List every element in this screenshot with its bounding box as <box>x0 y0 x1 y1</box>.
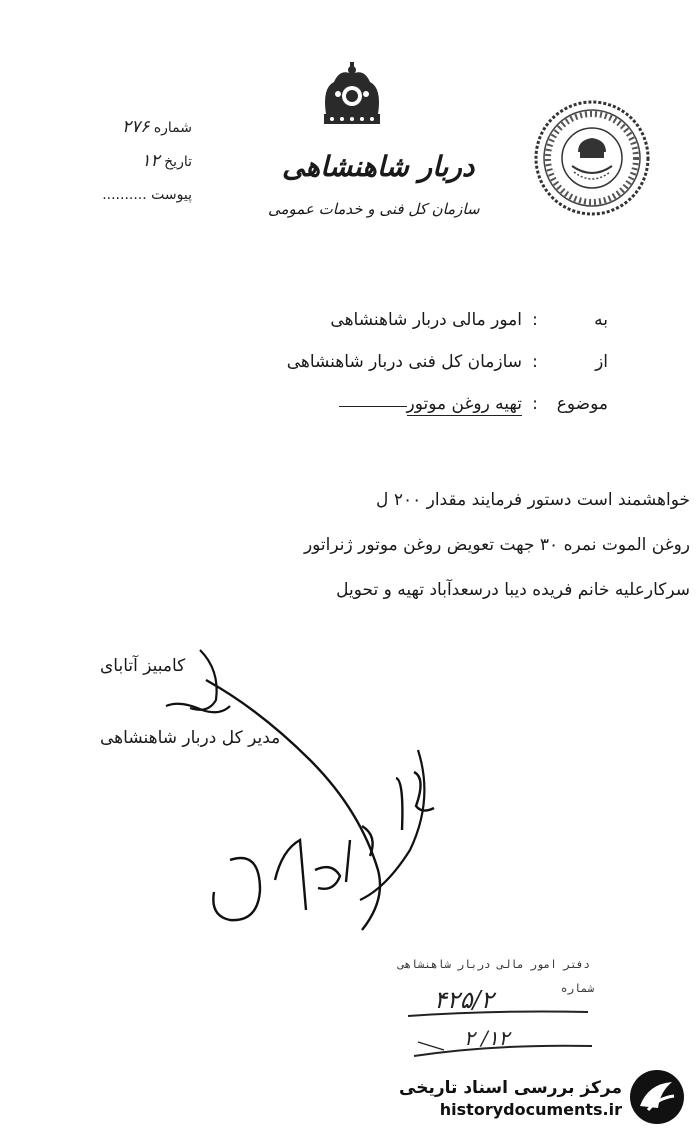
from-row <box>240 352 608 372</box>
date-value: ۱۲ <box>141 151 160 171</box>
number-label: شماره <box>153 120 192 136</box>
date-label: تاریخ <box>164 154 192 170</box>
to-colon: : <box>532 310 538 330</box>
registration-date: ۱۲/ ۲ <box>464 1026 510 1050</box>
registration-stamp <box>397 952 600 1072</box>
number-value: ۲۷۶ <box>121 117 150 137</box>
body-line-2: روغن الموت نمره ۳۰ جهت تعویض روغن موتور ژنراتور <box>303 535 690 555</box>
body-line-1: خواهشمند است دستور فرمایند مقدار ۲۰۰ ل <box>376 490 690 510</box>
handwritten-signature <box>110 630 470 960</box>
number-field <box>100 118 192 137</box>
attachment-field <box>100 186 192 204</box>
crown-emblem <box>318 62 386 132</box>
date-field <box>100 152 192 171</box>
watermark-logo-icon <box>628 1068 686 1126</box>
attachment-label: پیوست <box>151 187 192 203</box>
registration-number-label: شماره <box>560 982 594 995</box>
attachment-value: .......... <box>102 187 147 203</box>
to-value: امور مالی دربار شاهنشاهی <box>330 310 522 330</box>
subject-underline <box>339 406 407 407</box>
registration-number: ۴۲۵/۲ <box>434 986 494 1014</box>
royal-seal <box>534 100 650 216</box>
from-colon: : <box>532 352 538 372</box>
to-row <box>240 310 608 330</box>
watermark-name: مرکز بررسی اسناد تاریخی <box>399 1078 622 1098</box>
registration-office: دفتر امور مالی دربار شاهنشاهی <box>397 958 590 971</box>
subject-value: تهیه روغن موتور <box>406 394 522 414</box>
signer-title: مدیر کل دربار شاهنشاهی <box>100 728 281 748</box>
subject-row <box>240 394 608 414</box>
org-subtitle: سازمان کل فنی و خدمات عمومی <box>268 200 480 218</box>
subject-label: موضوع <box>556 394 608 414</box>
subject-colon: : <box>532 394 538 414</box>
watermark-url: historydocuments.ir <box>439 1100 622 1119</box>
org-title: دربار شاهنشاهی <box>282 150 475 183</box>
from-value: سازمان کل فنی دربار شاهنشاهی <box>286 352 522 372</box>
from-label: از <box>595 352 608 372</box>
to-label: به <box>594 310 608 330</box>
signer-name: کامبیز آتابای <box>100 656 186 676</box>
stamp-lines <box>397 952 600 1072</box>
body-line-3: سرکارعلیه خانم فریده دیبا درسعدآباد تهیه و تحویل <box>336 580 690 600</box>
